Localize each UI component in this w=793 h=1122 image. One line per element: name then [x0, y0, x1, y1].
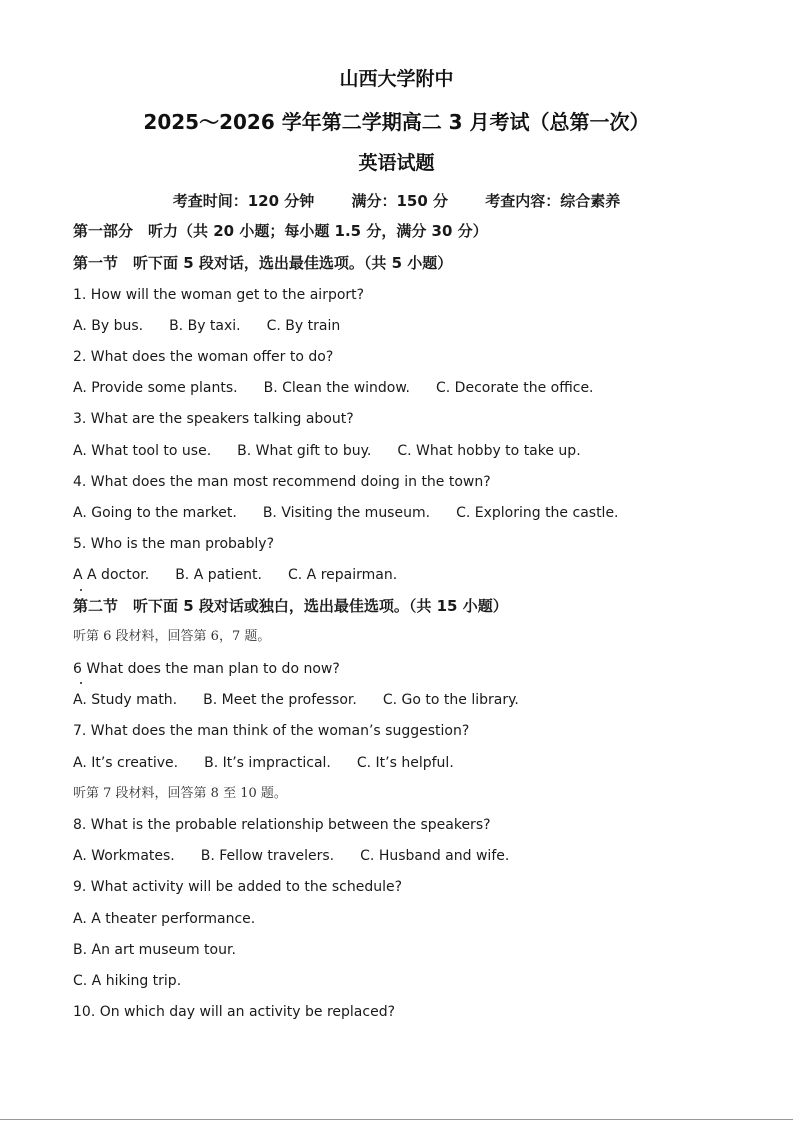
- material-note-7: 听第 7 段材料，回答第 8 至 10 题。: [73, 786, 287, 801]
- option-b: B. Clean the window.: [263, 380, 410, 396]
- part1-heading: 第一部分 听力（共 20 小题；每小题 1.5 分，满分 30 分）: [73, 222, 488, 240]
- exam-time: 考查时间：120 分钟: [172, 192, 315, 210]
- question-9-option-c: C. A hiking trip.: [73, 973, 182, 989]
- question-8-options: [73, 846, 509, 866]
- option-a: A. Study math.: [73, 692, 178, 708]
- option-b: B. What gift to buy.: [237, 443, 372, 459]
- section2-heading: 第二节 听下面 5 段对话或独白，选出最佳选项。（共 15 小题）: [73, 597, 508, 615]
- exam-info: [0, 190, 793, 211]
- question-10: 10. On which day will an activity be replaced?: [73, 1004, 396, 1020]
- stray-dot: [80, 682, 82, 684]
- question-4: 4. What does the man most recommend doing in the town?: [73, 474, 491, 490]
- option-b: B. Meet the professor.: [203, 692, 357, 708]
- question-5: 5. Who is the man probably?: [73, 536, 274, 552]
- question-5-options: [73, 565, 397, 585]
- question-6-options: [73, 690, 519, 710]
- option-c: C. It’s helpful.: [356, 755, 454, 771]
- option-c: C. Decorate the office.: [436, 380, 594, 396]
- question-7-options: [73, 753, 454, 773]
- option-b: B. A patient.: [175, 567, 262, 583]
- question-9-option-a: A. A theater performance.: [73, 911, 256, 927]
- school-title: 山西大学附中: [339, 68, 454, 90]
- option-c: C. Husband and wife.: [360, 848, 510, 864]
- question-4-options: [73, 503, 619, 523]
- exam-title: 2025～2026 学年第二学期高二 3 月考试（总第一次）: [143, 110, 650, 134]
- option-a: A. Provide some plants.: [73, 380, 238, 396]
- stray-dot: [80, 589, 82, 591]
- option-c: C. Exploring the castle.: [456, 505, 619, 521]
- exam-score: 满分：150 分: [351, 192, 449, 210]
- option-c: C. Go to the library.: [382, 692, 519, 708]
- question-1: 1. How will the woman get to the airport?: [73, 287, 365, 303]
- option-b: B. Visiting the museum.: [262, 505, 431, 521]
- option-b: B. By taxi.: [169, 318, 241, 334]
- option-a: A. Workmates.: [73, 848, 175, 864]
- question-1-options: [73, 316, 340, 336]
- option-b: B. Fellow travelers.: [200, 848, 335, 864]
- option-a: A. It’s creative.: [73, 755, 179, 771]
- section1-heading: 第一节 听下面 5 段对话，选出最佳选项。（共 5 小题）: [73, 254, 453, 272]
- exam-content: 考查内容：综合素养: [485, 192, 621, 210]
- question-9-option-b: B. An art museum tour.: [73, 942, 236, 958]
- question-3: 3. What are the speakers talking about?: [73, 411, 354, 427]
- option-c: C. By train: [266, 318, 341, 334]
- question-3-options: [73, 441, 581, 461]
- option-a: A A doctor.: [73, 567, 150, 583]
- question-2-options: [73, 378, 594, 398]
- option-a: A. Going to the market.: [73, 505, 237, 521]
- option-c: C. What hobby to take up.: [397, 443, 581, 459]
- option-a: A. By bus.: [73, 318, 144, 334]
- material-note-6: 听第 6 段材料，回答第 6，7 题。: [73, 629, 271, 644]
- subject-title: 英语试题: [358, 152, 435, 174]
- page-bottom-rule: [0, 1119, 793, 1120]
- question-8: 8. What is the probable relationship between the speakers?: [73, 817, 491, 833]
- question-6: 6 What does the man plan to do now?: [73, 661, 340, 677]
- option-b: B. It’s impractical.: [204, 755, 331, 771]
- question-7: 7. What does the man think of the woman’s suggestion?: [73, 723, 470, 739]
- option-c: C. A repairman.: [288, 567, 398, 583]
- question-2: 2. What does the woman offer to do?: [73, 349, 334, 365]
- option-a: A. What tool to use.: [73, 443, 212, 459]
- question-9: 9. What activity will be added to the schedule?: [73, 879, 403, 895]
